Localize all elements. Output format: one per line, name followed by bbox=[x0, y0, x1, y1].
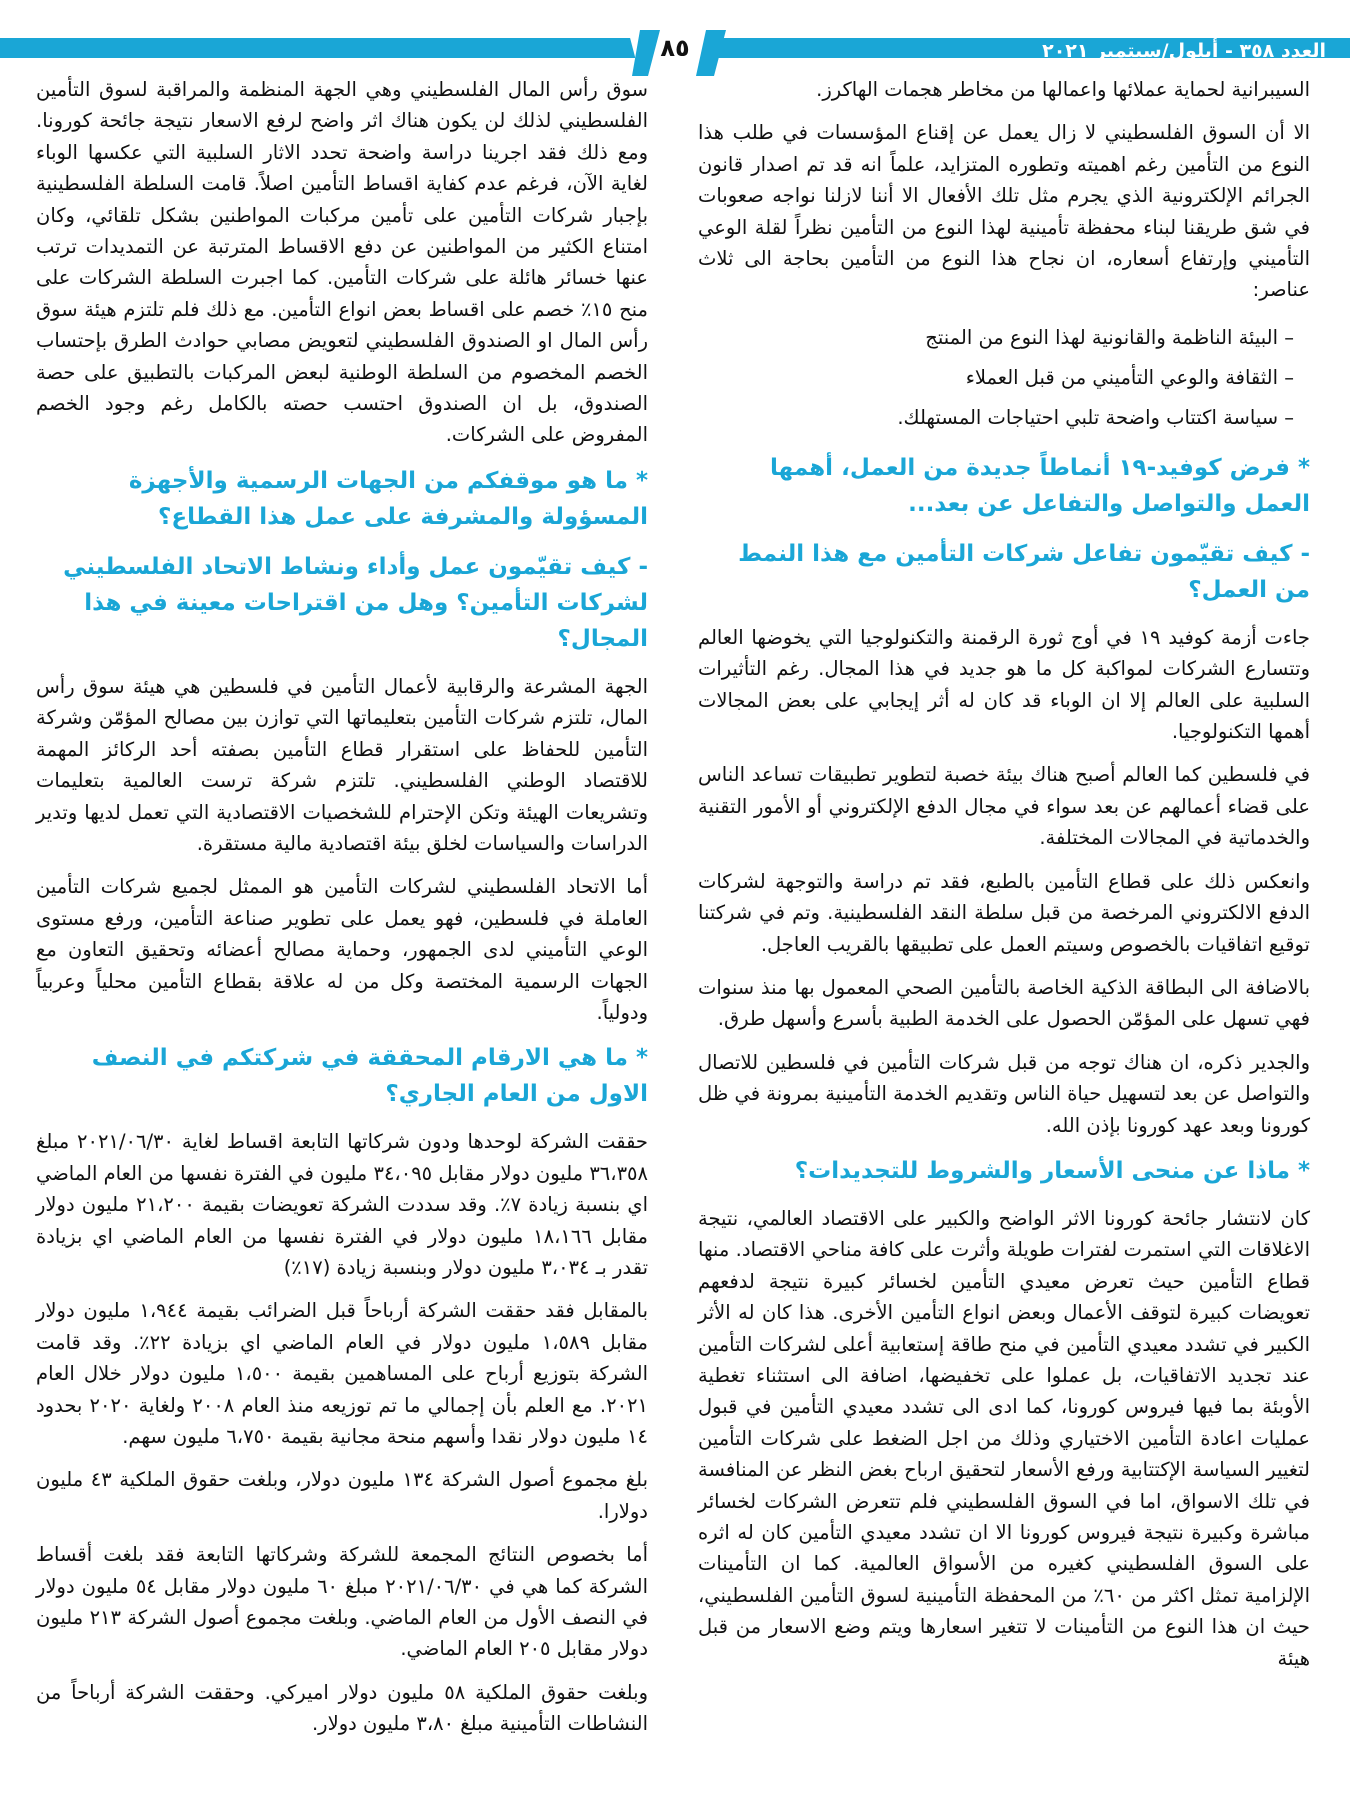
list-item: – الثقافة والوعي التأميني من قبل العملاء bbox=[698, 358, 1294, 398]
question-heading: * فرض كوفيد-١٩ أنماطاً جديدة من العمل، أهمها العمل والتواصل والتفاعل عن بعد... bbox=[770, 454, 1310, 517]
paragraph: الا أن السوق الفلسطيني لا زال يعمل عن إقناع المؤسسات في طلب هذا النوع من التأمين رغم اهميته وتطوره المتزايد، علماً انه قد تم اصدار قانون الجرائم الإلكترونية الذي يجرم مثل تلك الأفعال الا أننا لازلنا نواجه صعوبات في شق طريقنا لبناء محفظة تأمينية لهذا النوع من التأمين نظراً لقلة الوعي التأميني وإرتفاع أسعاره، ان نجاح هذا النوع من التأمين بحاجة الى ثلاث عناصر: bbox=[698, 121, 1310, 302]
paragraph: جاءت أزمة كوفيد ١٩ في أوج ثورة الرقمنة والتكنولوجيا التي يخوضها العالم وتتسارع الشركات لمواكبة كل ما هو جديد في هذا المجال. رغم التأثيرات السلبية على العالم إلا ان الوباء قد كان له أثر إيجابي على بعض المجالات أهمها التكنولوجيا. bbox=[698, 625, 1310, 744]
question-heading: * ما هي الارقام المحققة في شركتكم في النصف الاول من العام الجاري؟ bbox=[91, 1045, 648, 1108]
paragraph: وانعكس ذلك على قطاع التأمين بالطبع، فقد تم دراسة والتوجهة لشركات الدفع الالكتروني المرخصة من قبل سلطة النقد الفلسطينية. وتم في شركتنا توقيع اتفاقيات بالخصوص وسيتم العمل على تطبيقها بالقريب العاجل. bbox=[698, 869, 1310, 956]
right-column bbox=[698, 74, 1310, 1686]
paragraph: الجهة المشرعة والرقابية لأعمال التأمين في فلسطين هي هيئة سوق رأس المال، تلتزم شركات التأمين بتعليماتها التي توازن بين مصالح المؤمّن وشركة التأمين للحفاظ على استقرار قطاع التأمين بصفته أحد الركائز المهمة للاقتصاد الوطني الفلسطيني. تلتزم شركة ترست العالمية بتعليمات وتشريعات الهيئة وتكن الإحترام للشخصيات الاقتصادية التي تعمل لديها وتدير الدراسات والسياسات لخلق بيئة اقتصادية مالية مستقرة. bbox=[36, 674, 648, 855]
paragraph: حققت الشركة لوحدها ودون شركاتها التابعة اقساط لغاية ٢٠٢١/٠٦/٣٠ مبلغ ٣٦،٣٥٨ مليون دولار مقابل ٣٤،٠٩٥ مليون في الفترة نفسها من العام الماضي اي بنسبة زيادة ٧٪. وقد سددت الشركة تعويضات بقيمة ٢١،٢٠٠ مليون دولار مقابل ١٨،١٦٦ مليون دولار في الفترة نفسها من العام الماضي اي بزيادة تقدر بـ ٣،٠٣٤ مليون دولار وبنسبة زيادة (١٧٪) bbox=[36, 1130, 648, 1279]
issue-label: العدد ٣٥٨ - أيلول/سبتمبر ٢٠٢١ bbox=[1042, 40, 1326, 62]
list-item: – البيئة الناظمة والقانونية لهذا النوع من المنتج bbox=[698, 318, 1294, 358]
paragraph: أما الاتحاد الفلسطيني لشركات التأمين هو الممثل لجميع شركات التأمين العاملة في فلسطين، فهو يعمل على تطوير صناعة التأمين، ورفع مستوى الوعي التأميني لدى الجمهور، وحماية مصالح أعضائه وتحقيق التعاون مع الجهات الرسمية المختصة وكل من له علاقة بقطاع التأمين محلياً وعربياً ودولياً. bbox=[36, 875, 648, 1024]
paragraph: بالاضافة الى البطاقة الذكية الخاصة بالتأمين الصحي المعمول بها منذ سنوات فهي تسهل على المؤمّن الحصول على الخدمة الطبية بأسرع وأسهل طرق. bbox=[698, 975, 1310, 1031]
question-heading: * ما هو موقفكم من الجهات الرسمية والأجهزة المسؤولة والمشرفة على عمل هذا القطاع؟ bbox=[128, 467, 648, 530]
paragraph: كان لانتشار جائحة كورونا الاثر الواضح والكبير على الاقتصاد العالمي، نتيجة الاغلاقات التي استمرت لفترات طويلة وأثرت على كافة مناحي الاقتصاد. منها قطاع التأمين حيث تعرض معيدي التأمين لخسائر كبيرة نتيجة لدفعهم تعويضات كبيرة لتوقف الأعمال وبعض انواع التأمين الأخرى. هذا كان له الأثر الكبير في تشدد معيدي التأمين في منح طاقة إستعابية أعلى لشركات التأمين عند تجديد الاتفاقيات، بل عملوا على تخفيضها، اضافة الى استثناء تغطية الأوبئة بما فيها فيروس كورونا، كما ادى الى تشدد معيدي التأمين في قبول عمليات اعادة التأمين الاختياري وذلك من اجل الضغط على شركات التأمين لتغيير السياسة الإكتتابية ورفع الأسعار لتحقيق ارباح بغض النظر عن المنافسة في تلك الاسواق، اما في السوق الفلسطيني فلم تتعرض الشركات لخسائر مباشرة وكبيرة نتيجة فيروس كورونا الا ان تشدد معيدي التأمين كان له اثره على السوق الفلسطيني كغيره من الأسواق العالمية. كما ان التأمينات الإلزامية تمثل اكثر من ٦٠٪ من المحفظة التأمينية لسوق التأمين الفلسطيني، حيث ان هذا النوع من التأمينات لا تتغير اسعارها ويتم وضع الاسعار من قبل هيئة bbox=[698, 1206, 1310, 1670]
paragraph: السيبرانية لحماية عملائها واعمالها من مخاطر هجمات الهاكرز. bbox=[816, 78, 1310, 101]
left-column bbox=[36, 74, 648, 1752]
paragraph: بلغ مجموع أصول الشركة ١٣٤ مليون دولار، وبلغت حقوق الملكية ٤٣ مليون دولارا. bbox=[36, 1468, 648, 1523]
page-number: ٨٥ bbox=[660, 34, 690, 62]
list-item: – سياسة اكتتاب واضحة تلبي احتياجات المستهلك. bbox=[698, 398, 1294, 438]
paragraph: أما بخصوص النتائج المجمعة للشركة وشركاتها التابعة فقد بلغت أقساط الشركة كما هي في ٢٠٢١/٠٦/٣٠ مبلغ ٦٠ مليون دولار مقابل ٥٤ مليون دولار في النصف الأول من العام الماضي. وبلغت مجموع أصول الشركة ٢١٣ مليون دولار مقابل ٢٠٥ العام الماضي. bbox=[36, 1543, 648, 1661]
question-heading: - كيف تقيّمون تفاعل شركات التأمين مع هذا النمط من العمل؟ bbox=[738, 540, 1310, 603]
question-heading: * ماذا عن منحى الأسعار والشروط للتجديدات؟ bbox=[794, 1157, 1310, 1184]
paragraph: وبلغت حقوق الملكية ٥٨ مليون دولار اميركي. وحققت الشركة أرباحاً من النشاطات التأمينية مبلغ ٣،٨٠ مليون دولار. bbox=[36, 1680, 648, 1736]
paragraph: بالمقابل فقد حققت الشركة أرباحاً قبل الضرائب بقيمة ١،٩٤٤ مليون دولار مقابل ١،٥٨٩ مليون دولار في العام الماضي اي بزيادة ٢٢٪. وقد قامت الشركة بتوزيع أرباح على المساهمين بقيمة ١،٥٠٠ مليون دولار خلال العام ٢٠٢١. مع العلم بأن إجمالي ما تم توزيعه منذ العام ٢٠٠٨ ولغاية ٢٠٢٠ بحدود ١٤ مليون دولار نقدا وأسهم منحة مجانية بقيمة ٦،٧٥٠ مليون سهم. bbox=[36, 1299, 649, 1448]
paragraph: والجدير ذكره، ان هناك توجه من قبل شركات التأمين في فلسطين للاتصال والتواصل عن بعد لتسهيل حياة الناس وتقديم الخدمة التأمينية بمرونة في ظل كورونا وبعد عهد كورونا بإذن الله. bbox=[698, 1050, 1310, 1137]
paragraph: سوق رأس المال الفلسطيني وهي الجهة المنظمة والمراقبة لسوق التأمين الفلسطيني لذلك لن يكون هناك اثر واضح لرفع الاسعار نتيجة جائحة كورونا. ومع ذلك فقد اجرينا دراسة واضحة تحدد الاثار السلبية التي عكسها الوباء لغاية الآن، فرغم عدم كفاية اقساط التأمين اصلاً. قامت السلطة الفلسطينية بإجبار شركات التأمين على تأمين مركبات المواطنين بشكل تلقائي، وكان امتناع الكثير من المواطنين عن دفع الاقساط المترتبة عن التمديدات ترتب عنها خسائر هائلة على شركات التأمين. كما اجبرت السلطة الشركات على منح ١٥٪ خصم على اقساط بعض انواع التأمين. مع ذلك فلم تلتزم هيئة سوق رأس المال او الصندوق الفلسطيني لتعويض مصابي حوادث الطرق بإحتساب الخصم المخصوم من السلطة الوطنية لبعض المركبات بالتطبيق على حصة الصندوق، بل ان الصندوق احتسب حصته بالكامل رغم وجود الخصم المفروض على الشركات. bbox=[36, 78, 648, 447]
question-heading: - كيف تقيّمون عمل وأداء ونشاط الاتحاد الفلسطيني لشركات التأمين؟ وهل من اقتراحات معينة في هذا المجال؟ bbox=[63, 553, 648, 652]
paragraph: في فلسطين كما العالم أصبح هناك بيئة خصبة لتطوير تطبيقات تساعد الناس على قضاء أعمالهم عن بعد سواء في مجال الدفع الإلكتروني أو الأمور التقنية والخدماتية في المجالات المختلفة. bbox=[698, 763, 1310, 850]
elements-list bbox=[698, 318, 1310, 438]
